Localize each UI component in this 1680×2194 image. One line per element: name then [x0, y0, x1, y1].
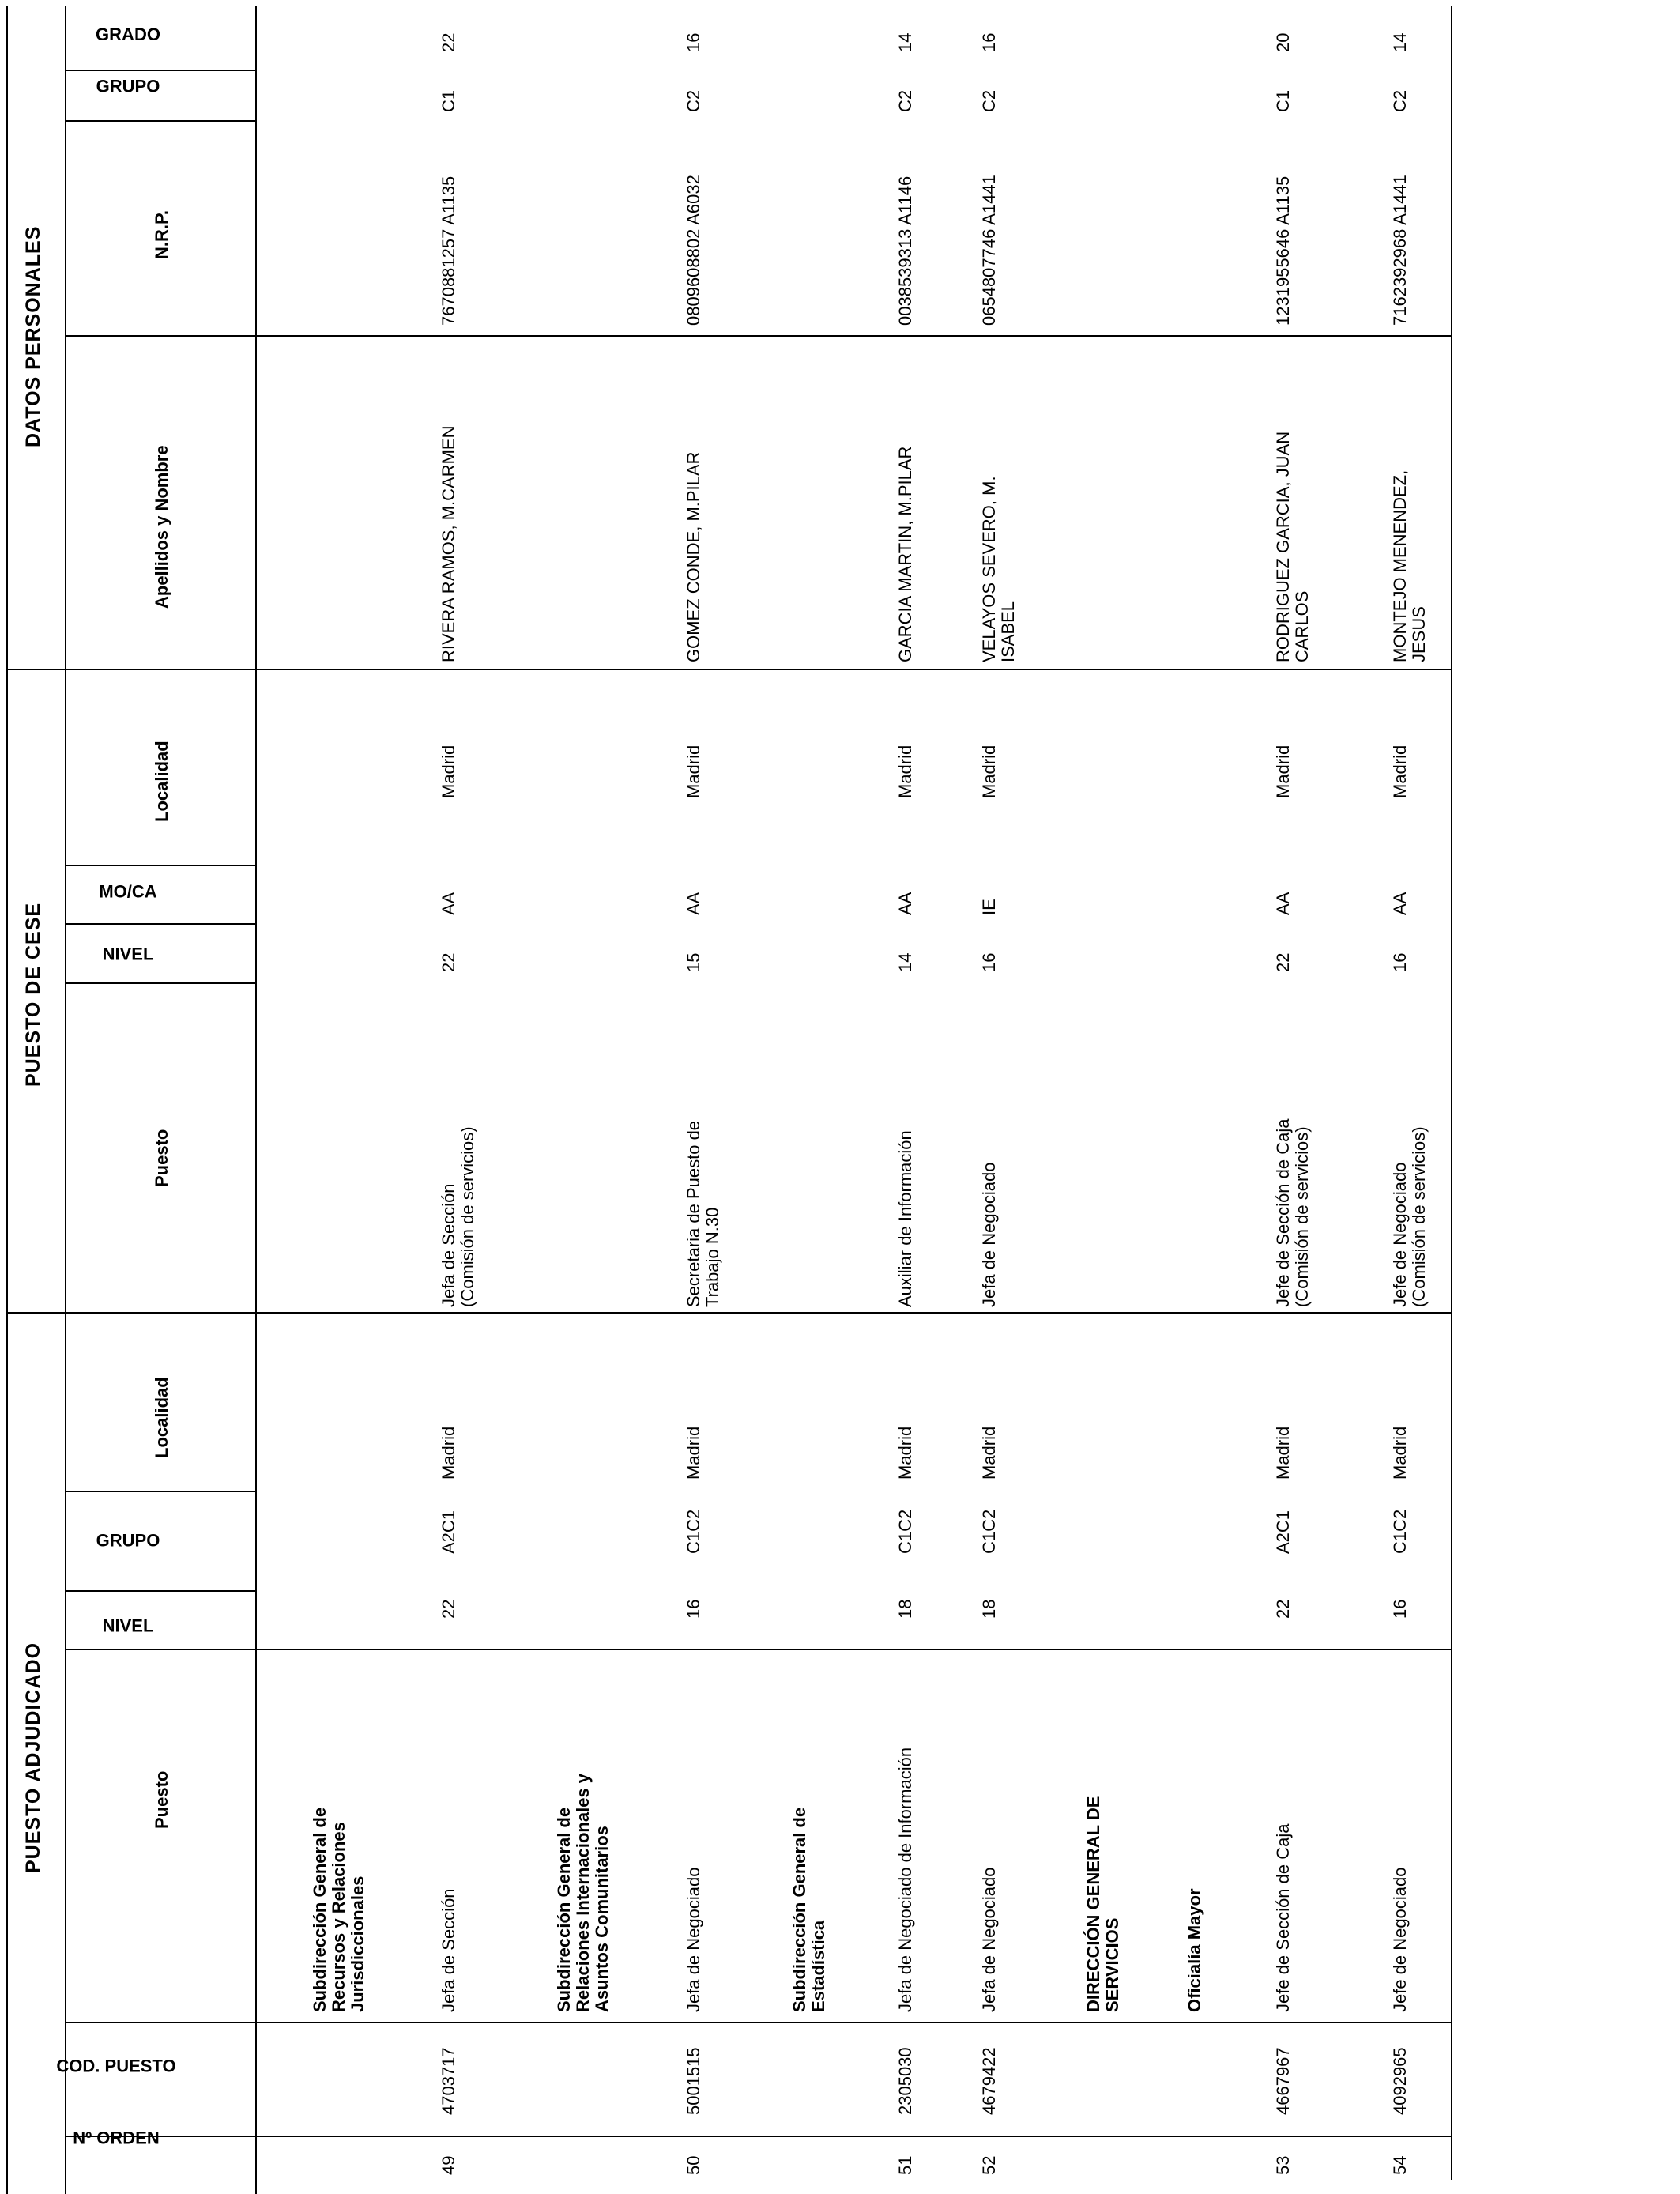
data-col-sep: [255, 335, 1452, 337]
cell-cese-localidad: Madrid: [1273, 745, 1293, 798]
group-title-personales: DATOS PERSONALES: [22, 225, 44, 447]
cell-localidad: Madrid: [979, 1426, 999, 1480]
cell-grupo: A2C1: [1273, 1510, 1293, 1554]
cell-cod-puesto: 2305030: [895, 2047, 915, 2115]
cell-cese-nivel: 15: [684, 952, 703, 972]
cell-cese-nivel: 22: [1273, 952, 1293, 972]
cell-nrp: 0038539313 A1146: [895, 175, 915, 326]
cell-nivel: 22: [439, 1599, 458, 1619]
cell-pers-grupo: C1: [1273, 89, 1293, 112]
cell-grupo: C1C2: [684, 1509, 703, 1554]
cell-nombre: VELAYOS SEVERO, M. ISABEL: [979, 476, 1018, 662]
cell-nrp: 7162392968 A1441: [1390, 175, 1410, 326]
cell-grupo: C1C2: [979, 1509, 999, 1554]
cell-localidad: Madrid: [1390, 1426, 1410, 1480]
cell-orden: 54: [1390, 2155, 1410, 2175]
header-grupo: GRUPO: [96, 1530, 160, 1551]
section-heading: Subdirección General de Estadística: [789, 1807, 828, 2012]
cell-grupo: C1C2: [1390, 1509, 1410, 1554]
cell-cese-moca: IE: [979, 899, 999, 915]
cell-orden: 49: [439, 2155, 458, 2175]
data-col-sep: [255, 1312, 1452, 1314]
col-sep: [65, 1590, 256, 1592]
section-heading: Subdirección General de Recursos y Relaciones Jurisdiccionales: [310, 1807, 367, 2012]
cell-cese-moca: AA: [895, 892, 915, 915]
col-sep: [65, 70, 256, 71]
cell-nivel: 18: [895, 1599, 915, 1619]
cell-grado: 22: [439, 32, 458, 52]
cell-orden: 50: [684, 2155, 703, 2175]
cell-cese-nivel: 22: [439, 952, 458, 972]
section-heading: DIRECCIÓN GENERAL DE SERVICIOS: [1083, 1796, 1122, 2012]
cell-cese-puesto: Jefe de Negociado (Comisión de servicios): [1390, 1126, 1429, 1307]
header-cese-puesto: Puesto: [152, 1129, 171, 1187]
cell-cese-puesto: Jefe de Sección de Caja (Comisión de servicios): [1273, 1118, 1312, 1307]
cell-puesto: Jefa de Negociado: [979, 1867, 999, 2012]
cell-cese-moca: AA: [439, 892, 458, 915]
col-sep: [65, 1491, 256, 1492]
cell-cod-puesto: 4092965: [1390, 2047, 1410, 2115]
data-col-sep: [255, 2136, 1452, 2137]
cell-cod-puesto: 4679422: [979, 2047, 999, 2115]
cell-grupo: A2C1: [439, 1510, 458, 1554]
cell-localidad: Madrid: [1273, 1426, 1293, 1480]
cell-cese-puesto: Jefa de Sección (Comisión de servicios): [439, 1126, 477, 1307]
cell-cese-puesto: Jefa de Negociado: [979, 1162, 999, 1307]
cell-nivel: 16: [1390, 1599, 1410, 1619]
cell-puesto: Jefa de Negociado de Información: [895, 1747, 915, 2012]
col-sep: [65, 982, 256, 984]
cell-puesto: Jefa de Negociado: [684, 1867, 703, 2012]
cell-grado: 16: [684, 32, 703, 52]
cell-nivel: 16: [684, 1599, 703, 1619]
header-pers-grupo: GRUPO: [96, 76, 160, 96]
cell-localidad: Madrid: [439, 1426, 458, 1480]
cell-puesto: Jefe de Negociado: [1390, 1867, 1410, 2012]
cell-nivel: 18: [979, 1599, 999, 1619]
data-col-sep: [255, 1649, 1452, 1650]
cell-cese-localidad: Madrid: [684, 745, 703, 798]
cell-orden: 53: [1273, 2155, 1293, 2175]
group-divider-personales-cese: [6, 669, 256, 670]
cell-cese-moca: AA: [1390, 892, 1410, 915]
group-divider-cese-adjudicado: [6, 1312, 256, 1314]
cell-cod-puesto: 4667967: [1273, 2047, 1293, 2115]
cell-grado: 14: [1390, 32, 1410, 52]
cell-nrp: 7670881257 A1135: [439, 175, 458, 326]
header-orden: Nº ORDEN: [73, 2128, 160, 2148]
col-sep: [65, 2022, 256, 2023]
header-nivel: NIVEL: [102, 1615, 154, 1636]
cell-nrp: 1231955646 A1135: [1273, 175, 1293, 326]
cell-grado: 14: [895, 32, 915, 52]
cell-cese-localidad: Madrid: [895, 745, 915, 798]
cell-puesto: Jefe de Sección de Caja: [1273, 1823, 1293, 2012]
col-sep: [65, 120, 256, 122]
col-sep: [65, 865, 256, 866]
cell-grado: 20: [1273, 32, 1293, 52]
table-border-right: [1451, 6, 1452, 2180]
header-apellidos: Apellidos y Nombre: [152, 445, 171, 609]
col-sep: [65, 335, 256, 337]
cell-nrp: 0809608802 A6032: [684, 175, 703, 326]
cell-cese-nivel: 16: [1390, 952, 1410, 972]
cell-pers-grupo: C2: [684, 89, 703, 112]
group-title-adjudicado: PUESTO ADJUDICADO: [22, 1642, 44, 1873]
header-cese-localidad: Localidad: [152, 741, 171, 822]
cell-localidad: Madrid: [895, 1426, 915, 1480]
header-localidad: Localidad: [152, 1377, 171, 1458]
cell-nivel: 22: [1273, 1599, 1293, 1619]
cell-nrp: 0654807746 A1441: [979, 175, 999, 326]
cell-cese-moca: AA: [684, 892, 703, 915]
header-cese-moca: MO/CA: [99, 881, 157, 902]
cell-cod-puesto: 4703717: [439, 2047, 458, 2115]
cell-pers-grupo: C1: [439, 89, 458, 112]
data-col-sep: [255, 669, 1452, 670]
cell-localidad: Madrid: [684, 1426, 703, 1480]
col-sep: [65, 1649, 256, 1650]
cell-cese-moca: AA: [1273, 892, 1293, 915]
cell-orden: 51: [895, 2155, 915, 2175]
cell-pers-grupo: C2: [1390, 89, 1410, 112]
group-title-cese: PUESTO DE CESE: [22, 902, 44, 1087]
header-cod-puesto: COD. PUESTO: [56, 2056, 176, 2076]
cell-nombre: MONTEJO MENENDEZ, JESUS: [1390, 469, 1429, 662]
cell-grupo: C1C2: [895, 1509, 915, 1554]
cell-cese-localidad: Madrid: [439, 745, 458, 798]
cell-cese-puesto: Secretaria de Puesto de Trabajo N.30: [684, 1120, 722, 1307]
header-puesto: Puesto: [152, 1770, 171, 1829]
data-col-sep: [255, 2022, 1452, 2023]
cell-cese-localidad: Madrid: [1390, 745, 1410, 798]
cell-cod-puesto: 5001515: [684, 2047, 703, 2115]
cell-pers-grupo: C2: [895, 89, 915, 112]
cell-grado: 16: [979, 32, 999, 52]
cell-nombre: GOMEZ CONDE, M.PILAR: [684, 451, 703, 662]
cell-cese-localidad: Madrid: [979, 745, 999, 798]
header-pers-grado: GRADO: [96, 25, 160, 45]
col-sep: [65, 923, 256, 925]
table-border-left: [6, 6, 8, 2194]
cell-nombre: RODRIGUEZ GARCIA, JUAN CARLOS: [1273, 431, 1312, 662]
cell-cese-nivel: 16: [979, 952, 999, 972]
section-heading: Oficialía Mayor: [1185, 1888, 1204, 2012]
cell-cese-puesto: Auxiliar de Información: [895, 1130, 915, 1307]
header-cese-nivel: NIVEL: [102, 944, 154, 964]
cell-orden: 52: [979, 2155, 999, 2175]
cell-nombre: RIVERA RAMOS, M.CARMEN: [439, 425, 458, 662]
cell-pers-grupo: C2: [979, 89, 999, 112]
cell-nombre: GARCIA MARTIN, M.PILAR: [895, 446, 915, 662]
header-nrp: N.R.P.: [152, 210, 171, 259]
section-heading: Subdirección General de Relaciones Internacionales y Asuntos Comunitarios: [554, 1773, 612, 2012]
cell-puesto: Jefa de Sección: [439, 1888, 458, 2012]
cell-cese-nivel: 14: [895, 952, 915, 972]
